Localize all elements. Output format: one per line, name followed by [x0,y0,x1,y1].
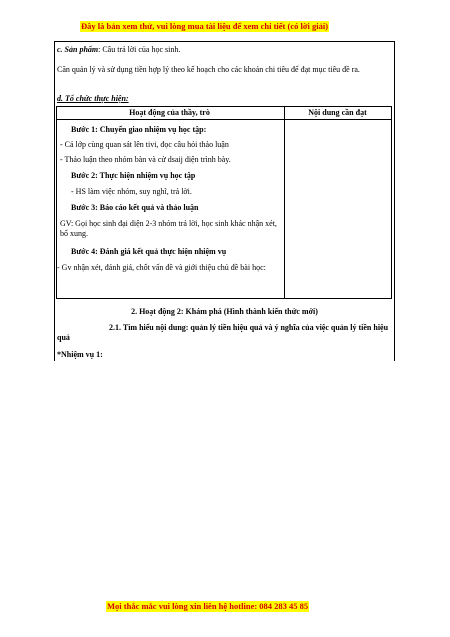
step4-text: - Gv nhận xét, đánh giá, chốt vấn đề và giới thiệu chủ đề bài học: [57,263,266,272]
table-header-teacher-student: Hoạt động của thầy, trò [129,108,210,117]
step1-line-1: - Cả lớp cùng quan sát lên tivi, đọc câu hỏi thảo luận [60,140,229,149]
product-line [57,45,180,55]
step3-text: GV: Gọi học sinh đại diện 2-3 nhóm trả lời, học sinh khác nhận xét, bổ xung. [60,219,277,238]
product-text: : Câu trả lời của học sinh. [98,45,181,54]
step3-title: Bước 3: Báo cáo kết quả và thảo luận [71,203,199,212]
section-title: 2.1. Tìm hiểu nội dung: quản lý tiền hiệu quả và ý nghĩa của việc quản lý tiền hiệu quả [57,323,389,342]
organization-heading: d. Tổ chức thực hiện: [57,94,129,103]
preview-notice-banner: Đây là bản xem thử, vui lòng mua tài liệu để xem chi tiết (có lời giải) [81,21,329,31]
goal-paragraph: Căn quản lý và sử dụng tiền hợp lý theo kế hoạch cho các khoản chi tiêu để đạt mục tiêu đề ra. [57,65,360,74]
step1-line-2: - Thảo luận theo nhóm bàn và cử dsaij diện trình bày. [60,155,231,164]
table-header-divider [57,119,391,120]
activity2-title: 2. Hoạt động 2: Khám phá (Hình thành kiến thức mới) [131,307,318,316]
hotline-banner: Mọi thắc mắc vui lòng xin liên hệ hotline: 084 283 45 85 [107,601,309,611]
step2-title: Bước 2: Thực hiện nhiệm vụ học tập [71,171,196,180]
step1-title: Bước 1: Chuyển giao nhiệm vụ học tập: [71,125,207,134]
table-column-divider [284,107,285,298]
task-label: *Nhiệm vụ 1: [57,350,103,359]
step2-line: - HS làm việc nhóm, suy nghĩ, trả lời. [71,187,192,196]
table-header-content: Nội dung cần đạt [308,108,367,117]
product-label: c. Sản phẩm [57,45,99,54]
step4-title: Bước 4: Đánh giá kết quả thực hiện nhiệm vụ [71,247,227,256]
